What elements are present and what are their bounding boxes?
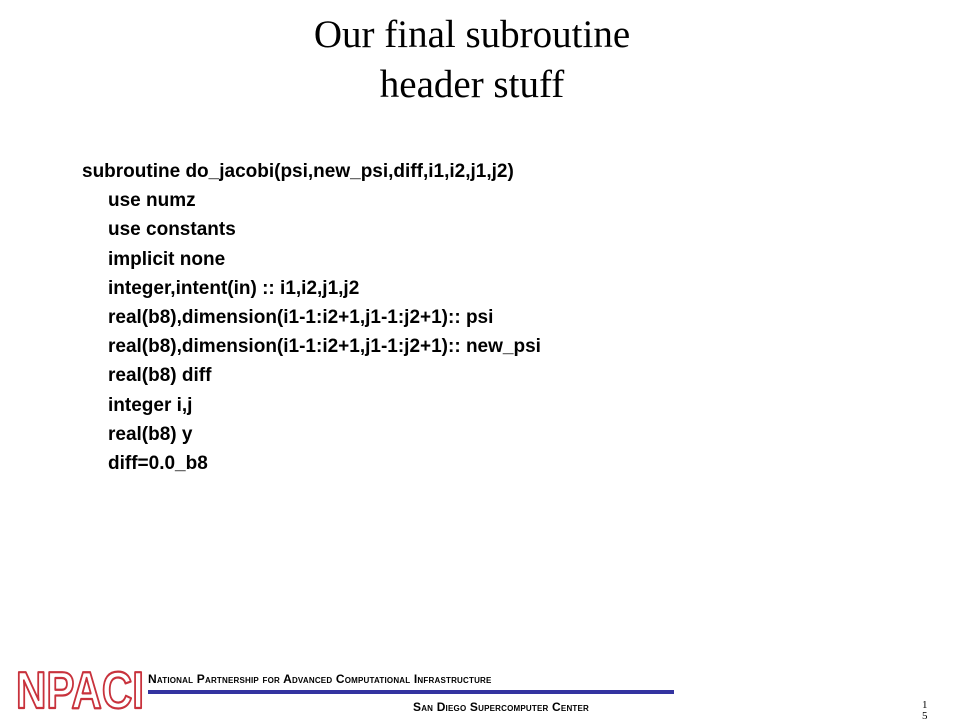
npaci-logo [14, 662, 146, 719]
code-line-7: real(b8),dimension(i1-1:i2+1,j1-1:j2+1):: new_psi [108, 336, 541, 358]
title-line-2: header stuff [379, 63, 565, 106]
code-line-9: integer i,j [108, 394, 193, 416]
code-line-8: real(b8) diff [108, 365, 212, 387]
center-name: San Diego Supercomputer Center [413, 700, 590, 714]
code-line-6: real(b8),dimension(i1-1:i2+1,j1-1:j2+1):: psi [108, 306, 494, 328]
slide-title [0, 10, 944, 110]
code-line-1: subroutine do_jacobi(psi,new_psi,diff,i1,i2,j1,j2) [82, 161, 514, 182]
code-line-4: implicit none [108, 248, 226, 270]
code-line-5: integer,intent(in) :: i1,i2,j1,j2 [108, 277, 360, 299]
page-number: 1 5 [922, 699, 928, 722]
code-block [82, 157, 541, 478]
organization-name: National Partnership for Advanced Computational Infrastructure [148, 672, 492, 686]
code-line-10: real(b8) y [108, 423, 193, 445]
code-line-3: use constants [108, 219, 236, 241]
code-line-2: use numz [108, 190, 196, 212]
npaci-logo-text: NPACI [16, 662, 144, 720]
code-line-11: diff=0.0_b8 [108, 452, 208, 474]
title-line-1: Our final subroutine [313, 13, 631, 56]
footer-rule [148, 690, 674, 694]
